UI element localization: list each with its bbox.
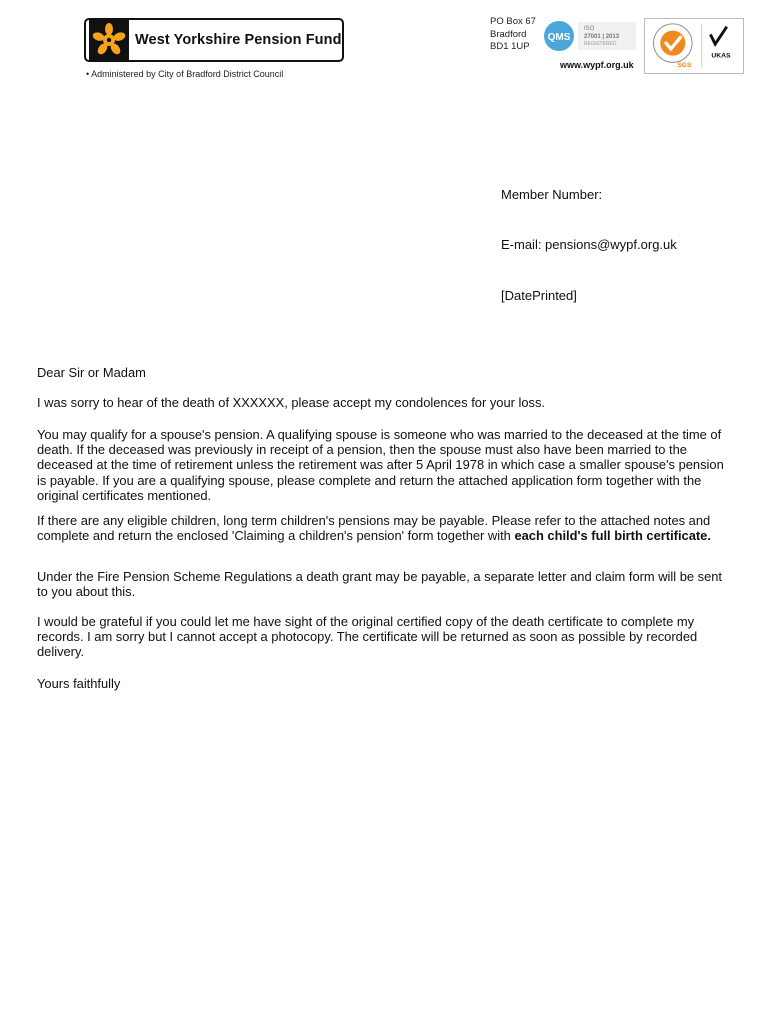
email-line: E-mail: pensions@wypf.org.uk <box>501 237 677 252</box>
address-line-1: PO Box 67 <box>490 16 536 27</box>
address-line-3: BD1 1UP <box>490 41 530 52</box>
ukas-crown-icon <box>710 27 731 60</box>
children-pension-bold: each child's full birth certificate. <box>514 528 711 544</box>
qms-badge-icon <box>540 18 638 54</box>
paragraph-children-pension <box>37 513 733 543</box>
member-number-label: Member Number: <box>501 187 603 202</box>
date-printed: [DatePrinted] <box>501 288 577 303</box>
logo-title: West Yorkshire Pension Fund <box>135 32 342 48</box>
administered-by: • Administered by City of Bradford District Council <box>86 69 284 79</box>
ukas-label: UKAS <box>711 52 731 60</box>
salutation: Dear Sir or Madam <box>37 365 146 380</box>
paragraph-condolences: I was sorry to hear of the death of XXXXXX, please accept my condolences for your loss. <box>37 395 546 410</box>
logo-box <box>84 18 344 62</box>
sgs-label: SGS <box>677 62 692 70</box>
paragraph-spouse-pension: You may qualify for a spouse's pension. A qualifying spouse is someone who was married to the deceased at the time of death. If the deceased was previously in receipt of a pension, then the spouse must also have been married to the deceased at the time of retirement unless the retirement was after 5 April 1978 in which case a smaller spouse's pension is payable. If you are a qualifying spouse, please complete and return the attached application form together with the original certificates mentioned. <box>37 427 724 503</box>
qms-iso-line-3: REGISTERED <box>584 41 617 47</box>
qms-iso-line-2: 27001 | 2013 <box>584 34 620 40</box>
certification-badge <box>644 18 744 74</box>
paragraph-death-grant: Under the Fire Pension Scheme Regulations a death grant may be payable, a separate letter and claim form will be sent to you about this. <box>37 569 723 600</box>
closing: Yours faithfully <box>37 676 121 691</box>
website: www.wypf.org.uk <box>560 60 634 70</box>
sgs-check-icon <box>654 24 693 69</box>
postal-address <box>490 16 536 54</box>
rose-logo-icon <box>89 20 129 60</box>
children-pension-text: If there are any eligible children, long term children's pensions may be payable. Please refer to the attached notes and complete and return the enclosed 'Claiming a children's pension' form together with <box>37 513 711 544</box>
qms-label: QMS <box>547 32 571 43</box>
address-line-2: Bradford <box>490 28 527 40</box>
paragraph-death-certificate: I would be grateful if you could let me have sight of the original certified copy of the death certificate to complete my records. I am sorry but I cannot accept a photocopy. The certificate will be returned as soon as possible by recorded delivery. <box>37 614 698 660</box>
qms-iso-line-1: ISO <box>584 26 595 32</box>
